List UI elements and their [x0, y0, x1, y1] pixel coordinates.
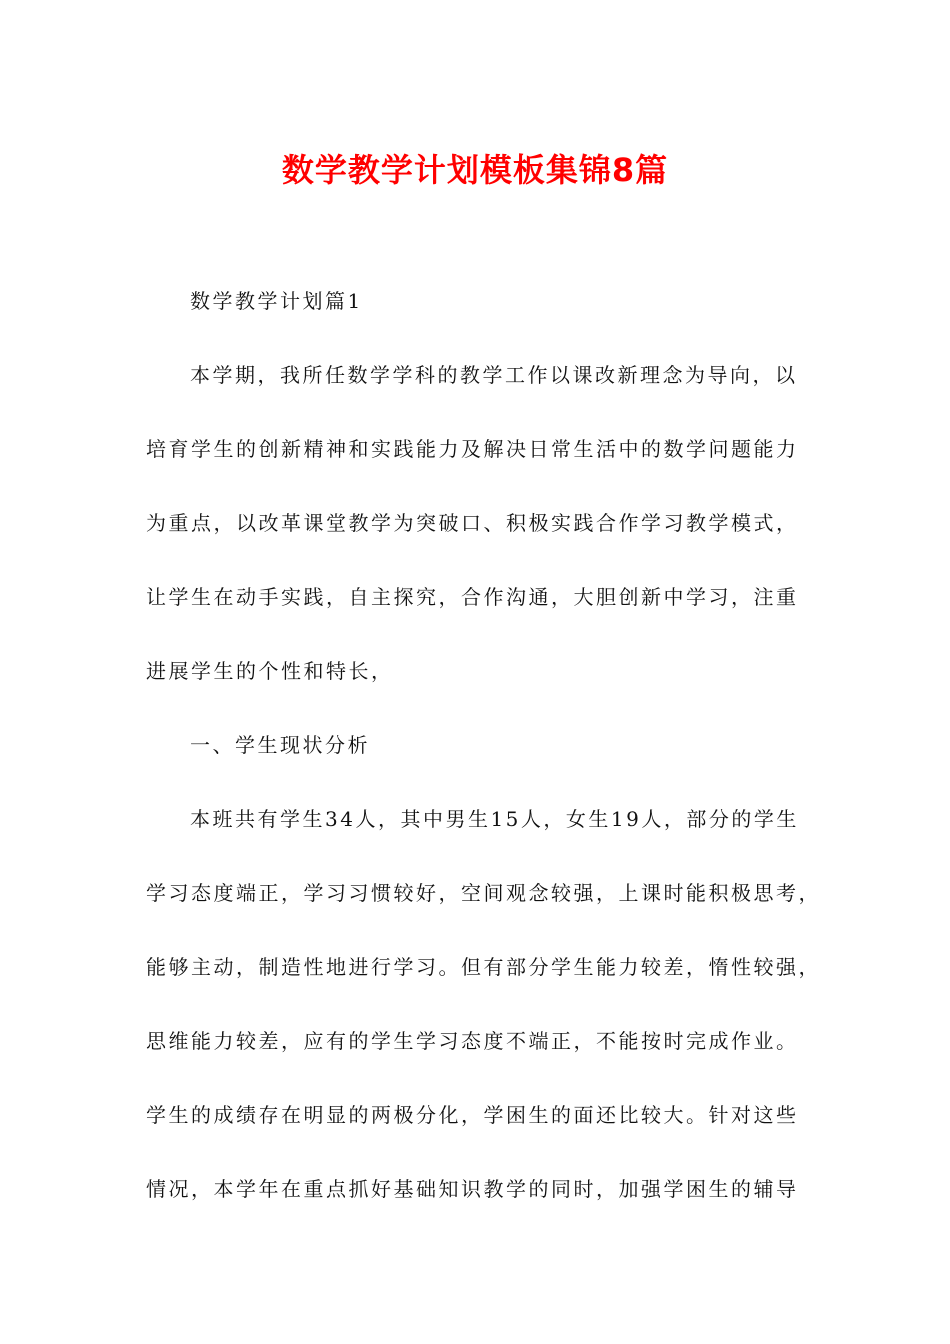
paragraph-line: 本学期，我所任数学学科的教学工作以课改新理念为导向，以 [190, 363, 798, 387]
paragraph-line: 学生的成绩存在明显的两极分化，学困生的面还比较大。针对这些 [146, 1103, 799, 1127]
paragraph-line: 学习态度端正，学习习惯较好，空间观念较强，上课时能积极思考， [146, 881, 821, 905]
paragraph-line: 能够主动，制造性地进行学习。但有部分学生能力较差，惰性较强， [146, 955, 821, 979]
document-body [146, 274, 821, 1236]
document-title: 数学教学计划模板集锦8篇 [281, 151, 669, 189]
paragraph-line: 让学生在动手实践，自主探究，合作沟通，大胆创新中学习，注重 [146, 585, 799, 609]
paragraph-line: 思维能力较差，应有的学生学习态度不端正，不能按时完成作业。 [146, 1029, 799, 1053]
paragraph-line: 情况，本学年在重点抓好基础知识教学的同时，加强学困生的辅导 [146, 1177, 799, 1201]
paragraph-line: 进展学生的个性和特长， [146, 659, 394, 683]
paragraph-line: 为重点，以改革课堂教学为突破口、积极实践合作学习教学模式， [146, 511, 799, 535]
paragraph-line: 本班共有学生34人，其中男生15人，女生19人，部分的学生 [190, 807, 799, 831]
paragraph-line: 培育学生的创新精神和实践能力及解决日常生活中的数学问题能力 [146, 437, 799, 461]
section-heading: 一、学生现状分析 [190, 733, 370, 757]
section-heading: 数学教学计划篇1 [190, 289, 363, 313]
